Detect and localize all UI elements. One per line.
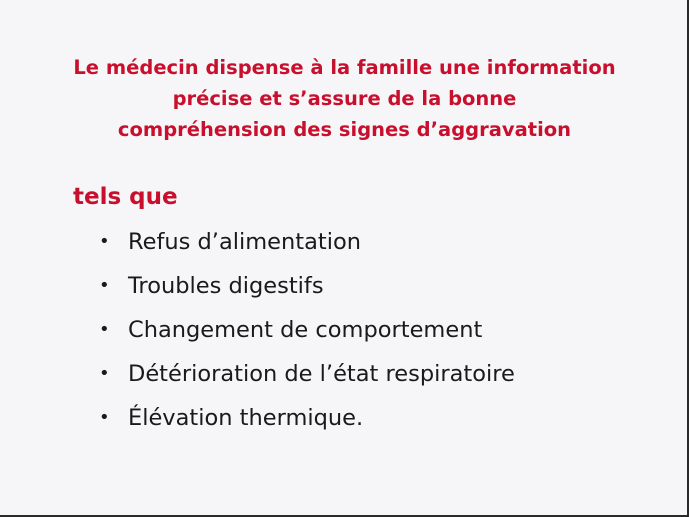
list-item (96, 225, 515, 269)
heading-line-3: compréhension des signes d’aggravation (117, 118, 572, 141)
heading-line-1: Le médecin dispense à la famille une information (73, 56, 616, 79)
aggravation-signs-list (96, 225, 515, 445)
bullet-icon: • (99, 407, 110, 428)
list-item-text: Troubles digestifs (128, 273, 324, 299)
list-item (96, 313, 515, 357)
bullet-icon: • (99, 275, 110, 296)
heading-line-2: précise et s’assure de la bonne (172, 87, 517, 110)
list-item (96, 269, 515, 313)
list-item-text: Élévation thermique. (128, 405, 364, 431)
list-item (96, 357, 515, 401)
list-item (96, 401, 515, 445)
list-item-text: Détérioration de l’état respiratoire (128, 361, 515, 387)
list-item-text: Changement de comportement (128, 317, 483, 343)
bullet-icon: • (99, 231, 110, 252)
bullet-icon: • (99, 363, 110, 384)
slide-subheading: tels que (73, 184, 178, 210)
slide-heading (40, 52, 649, 145)
list-item-text: Refus d’alimentation (128, 229, 361, 255)
bullet-icon: • (99, 319, 110, 340)
